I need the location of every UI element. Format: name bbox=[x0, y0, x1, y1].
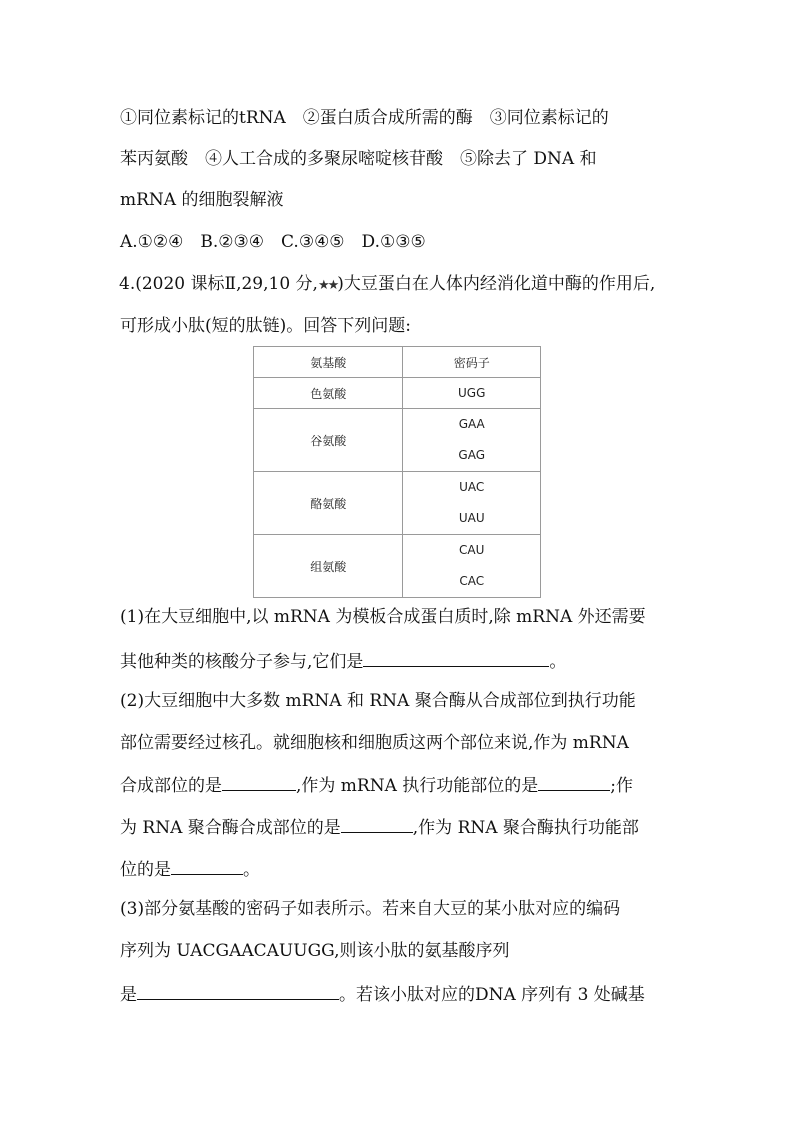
table-row bbox=[254, 472, 541, 535]
part-1-text: 其他种类的核酸分子参与,它们是 bbox=[120, 652, 364, 672]
options-line-1: ①同位素标记的tRNA ②蛋白质合成所需的酶 ③同位素标记的 bbox=[120, 108, 609, 128]
codon-cell bbox=[403, 409, 541, 472]
part-2-line-2: 部位需要经过核孔。就细胞核和细胞质这两个部位来说,作为 mRNA bbox=[120, 733, 629, 753]
part-2-end: 。 bbox=[243, 860, 260, 880]
part-2-text: ;作 bbox=[610, 776, 634, 796]
part-2-text: ,作为 RNA 聚合酶执行功能部 bbox=[412, 818, 639, 838]
codon-cell bbox=[403, 472, 541, 535]
codon-value: GAG bbox=[458, 448, 486, 462]
part-2-line-5 bbox=[120, 856, 680, 882]
part-3-line-1: (3)部分氨基酸的密码子如表所示。若来自大豆的某小肽对应的编码 bbox=[120, 899, 621, 919]
difficulty-stars-icon: ★★ bbox=[317, 278, 338, 293]
codon-value: GAA bbox=[458, 417, 485, 431]
table-row bbox=[254, 535, 541, 598]
codon-value: CAU bbox=[459, 543, 485, 557]
question-stem: )大豆蛋白在人体内经消化道中酶的作用后, bbox=[337, 274, 656, 294]
amino-acid-cell: 谷氨酸 bbox=[254, 409, 403, 472]
part-3-line-2: 序列为 UACGAACAUUGG,则该小肽的氨基酸序列 bbox=[120, 941, 510, 961]
codon-cell bbox=[403, 535, 541, 598]
answer-blank[interactable] bbox=[538, 772, 610, 791]
answer-blank[interactable] bbox=[171, 856, 243, 875]
amino-acid-cell: 组氨酸 bbox=[254, 535, 403, 598]
options-line-2: 苯丙氨酸 ④人工合成的多聚尿嘧啶核苷酸 ⑤除去了 DNA 和 bbox=[120, 149, 597, 169]
header-amino-acid: 氨基酸 bbox=[254, 347, 403, 378]
codon-value: CAC bbox=[459, 574, 485, 588]
part-2-text: ,作为 mRNA 执行功能部位的是 bbox=[296, 776, 539, 796]
part-2-line-4 bbox=[120, 814, 680, 840]
answer-blank[interactable] bbox=[363, 648, 549, 667]
part-2-text: 为 RNA 聚合酶合成部位的是 bbox=[120, 818, 341, 838]
answer-blank[interactable] bbox=[341, 814, 413, 833]
table-row bbox=[254, 409, 541, 472]
question-prefix: 4.(2020 课标Ⅱ,29,10 分, bbox=[119, 274, 318, 294]
part-2-line-3 bbox=[120, 772, 680, 798]
codon-table bbox=[253, 346, 541, 598]
codon-value: UAC bbox=[459, 480, 485, 494]
answer-blank[interactable] bbox=[137, 981, 339, 1000]
part-1-line-1: (1)在大豆细胞中,以 mRNA 为模板合成蛋白质时,除 mRNA 外还需要 bbox=[120, 607, 646, 627]
question-4-stem-line-2: 可形成小肽(短的肽链)。回答下列问题: bbox=[120, 316, 411, 336]
part-2-text: 位的是 bbox=[120, 860, 171, 880]
header-codon: 密码子 bbox=[403, 347, 541, 378]
options-line-3: mRNA 的细胞裂解液 bbox=[120, 190, 284, 210]
part-3-text: 。若该小肽对应的DNA 序列有 3 处碱基 bbox=[339, 985, 645, 1005]
table-row bbox=[254, 378, 541, 409]
codon-cell: UGG bbox=[403, 378, 541, 409]
part-2-line-1: (2)大豆细胞中大多数 mRNA 和 RNA 聚合酶从合成部位到执行功能 bbox=[120, 691, 636, 711]
question-4-stem-line-1 bbox=[119, 272, 679, 298]
part-1-line-2 bbox=[120, 648, 680, 674]
amino-acid-cell: 色氨酸 bbox=[254, 378, 403, 409]
answer-choices: A.①②④ B.②③④ C.③④⑤ D.①③⑤ bbox=[120, 232, 426, 252]
amino-acid-cell: 酪氨酸 bbox=[254, 472, 403, 535]
part-3-text: 是 bbox=[120, 985, 137, 1005]
part-3-line-3 bbox=[120, 981, 680, 1007]
part-1-end: 。 bbox=[549, 652, 567, 672]
table-header-row bbox=[254, 347, 541, 378]
part-2-text: 合成部位的是 bbox=[120, 776, 222, 796]
codon-value: UAU bbox=[458, 511, 485, 525]
answer-blank[interactable] bbox=[222, 772, 296, 791]
